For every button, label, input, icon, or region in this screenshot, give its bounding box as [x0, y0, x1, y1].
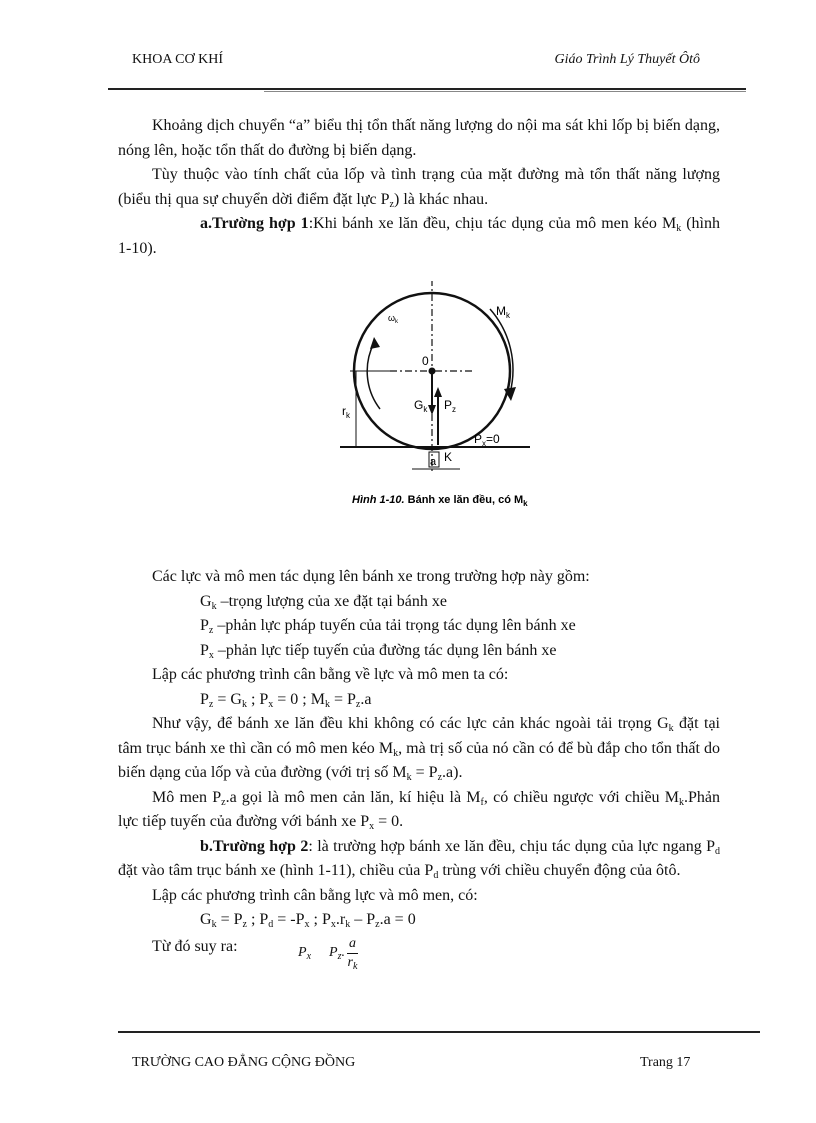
label-omega: $\omega_k$ [388, 313, 399, 325]
header-faculty: KHOA CƠ KHÍ [132, 52, 223, 67]
label-pz: $P_z$ [444, 398, 457, 414]
page-body [118, 114, 720, 972]
figure-caption: Hình 1-10. Bánh xe lăn đều, có $M_k$ [352, 494, 528, 508]
forces-intro: Các lực và mô men tác dụng lên bánh xe trong trường hợp này gồm: [152, 568, 590, 585]
label-a: a [430, 456, 437, 468]
label-o: 0 [422, 354, 429, 368]
footer-rule [118, 1031, 760, 1033]
force-gk: $G_k$ –trọng lượng của xe đặt tại bánh xe [200, 592, 447, 612]
label-px-zero: $P_x=0$ [474, 432, 500, 448]
paragraph-rolling-resistance: Mô men $P_z.a$ gọi là mô men cản lăn, kí hiệu là $M_f$, có chiều ngược với chiều $M_k.Phản$ lực tiếp tuyến của đường với bánh xe $P_x = 0$. [118, 788, 721, 832]
derive-label: Từ đó suy ra: [152, 937, 238, 955]
case2-heading: b.Trường hợp 2: là trường hợp bánh xe lăn đều, chịu tác dụng của lực ngang $P_d$ đặt vào tâm trục bánh xe (hình 1-11), chiều của $P_d$ trùng với chiều chuyển động của ôtô. [118, 837, 721, 881]
equation-case2: $G_k = P_z$ ; $P_d = -P_x$ ; $P_x.r_k - P_z.a = 0$ [200, 911, 416, 930]
derived-formula [118, 935, 720, 972]
label-rk: $r_k$ [342, 404, 350, 420]
label-mk: $M_k$ [496, 304, 510, 320]
fraction-a-over-rk: $\frac{a}{r_k}$ [347, 935, 358, 972]
figure-1-10 [118, 261, 720, 565]
footer-page-number: Trang 17 [640, 1055, 691, 1070]
label-gk: $G_k$ [414, 398, 428, 414]
wheel-diagram [340, 281, 530, 511]
paragraph-a-meaning: Khoảng dịch chuyển “a” biểu thị tổn thất năng lượng do nội ma sát khi lốp bị biến dạng, nóng lên, hoặc tổn thất do đường bị biến dạng. [118, 117, 720, 159]
label-k: K [444, 450, 453, 464]
omega-arc [367, 343, 380, 409]
force-pz: $P_z$ –phản lực pháp tuyến của tải trọng tác dụng lên bánh xe [200, 617, 576, 636]
px-formula: $P_x$ $P_z$. $\frac{a}{r_k}$ [298, 935, 358, 972]
header-book-title: Giáo Trình Lý Thuyết Ôtô [554, 52, 700, 67]
equations2-intro: Lập các phương trình cân bằng lực và mô men, có: [152, 886, 478, 904]
force-px: $P_x$ –phản lực tiếp tuyến của đường tác dụng lên bánh xe [200, 641, 557, 661]
paragraph-torque-explanation: Như vậy, để bánh xe lăn đều khi không có các lực cản khác ngoài tải trọng $G_k$ đặt tại tâm trục bánh xe thì cần có mô men kéo $M_k$, mà trị số của nó cần có để bù đắp cho tổn thất do biến dạng của lốp và của đường (với trị số $M_k = P_z.a$). [118, 715, 720, 783]
omega-arrowhead [370, 337, 380, 349]
case1-heading: a.Trường hợp 1:Khi bánh xe lăn đều, chịu tác dụng của mô men kéo $M_k$ (hình 1-10). [118, 215, 721, 257]
header-rule [108, 88, 746, 90]
equation-case1: $P_z = G_k$ ; $P_x = 0$ ; $M_k = P_z.a$ [200, 690, 372, 710]
header-rule-thin [264, 91, 746, 92]
equations-intro: Lập các phương trình cân bằng về lực và mô men ta có: [152, 666, 509, 683]
footer-school: TRƯỜNG CAO ĐẲNG CỘNG ĐỒNG [132, 1055, 356, 1070]
paragraph-loss-dependence: Tùy thuộc vào tính chất của lốp và tình trạng của mặt đường mà tổn thất năng lượng (biểu thị qua sự chuyển dời điểm đặt lực $P_z$) là khác nhau. [118, 166, 720, 210]
gk-arrowhead [428, 405, 436, 415]
pz-arrowhead [434, 387, 442, 397]
